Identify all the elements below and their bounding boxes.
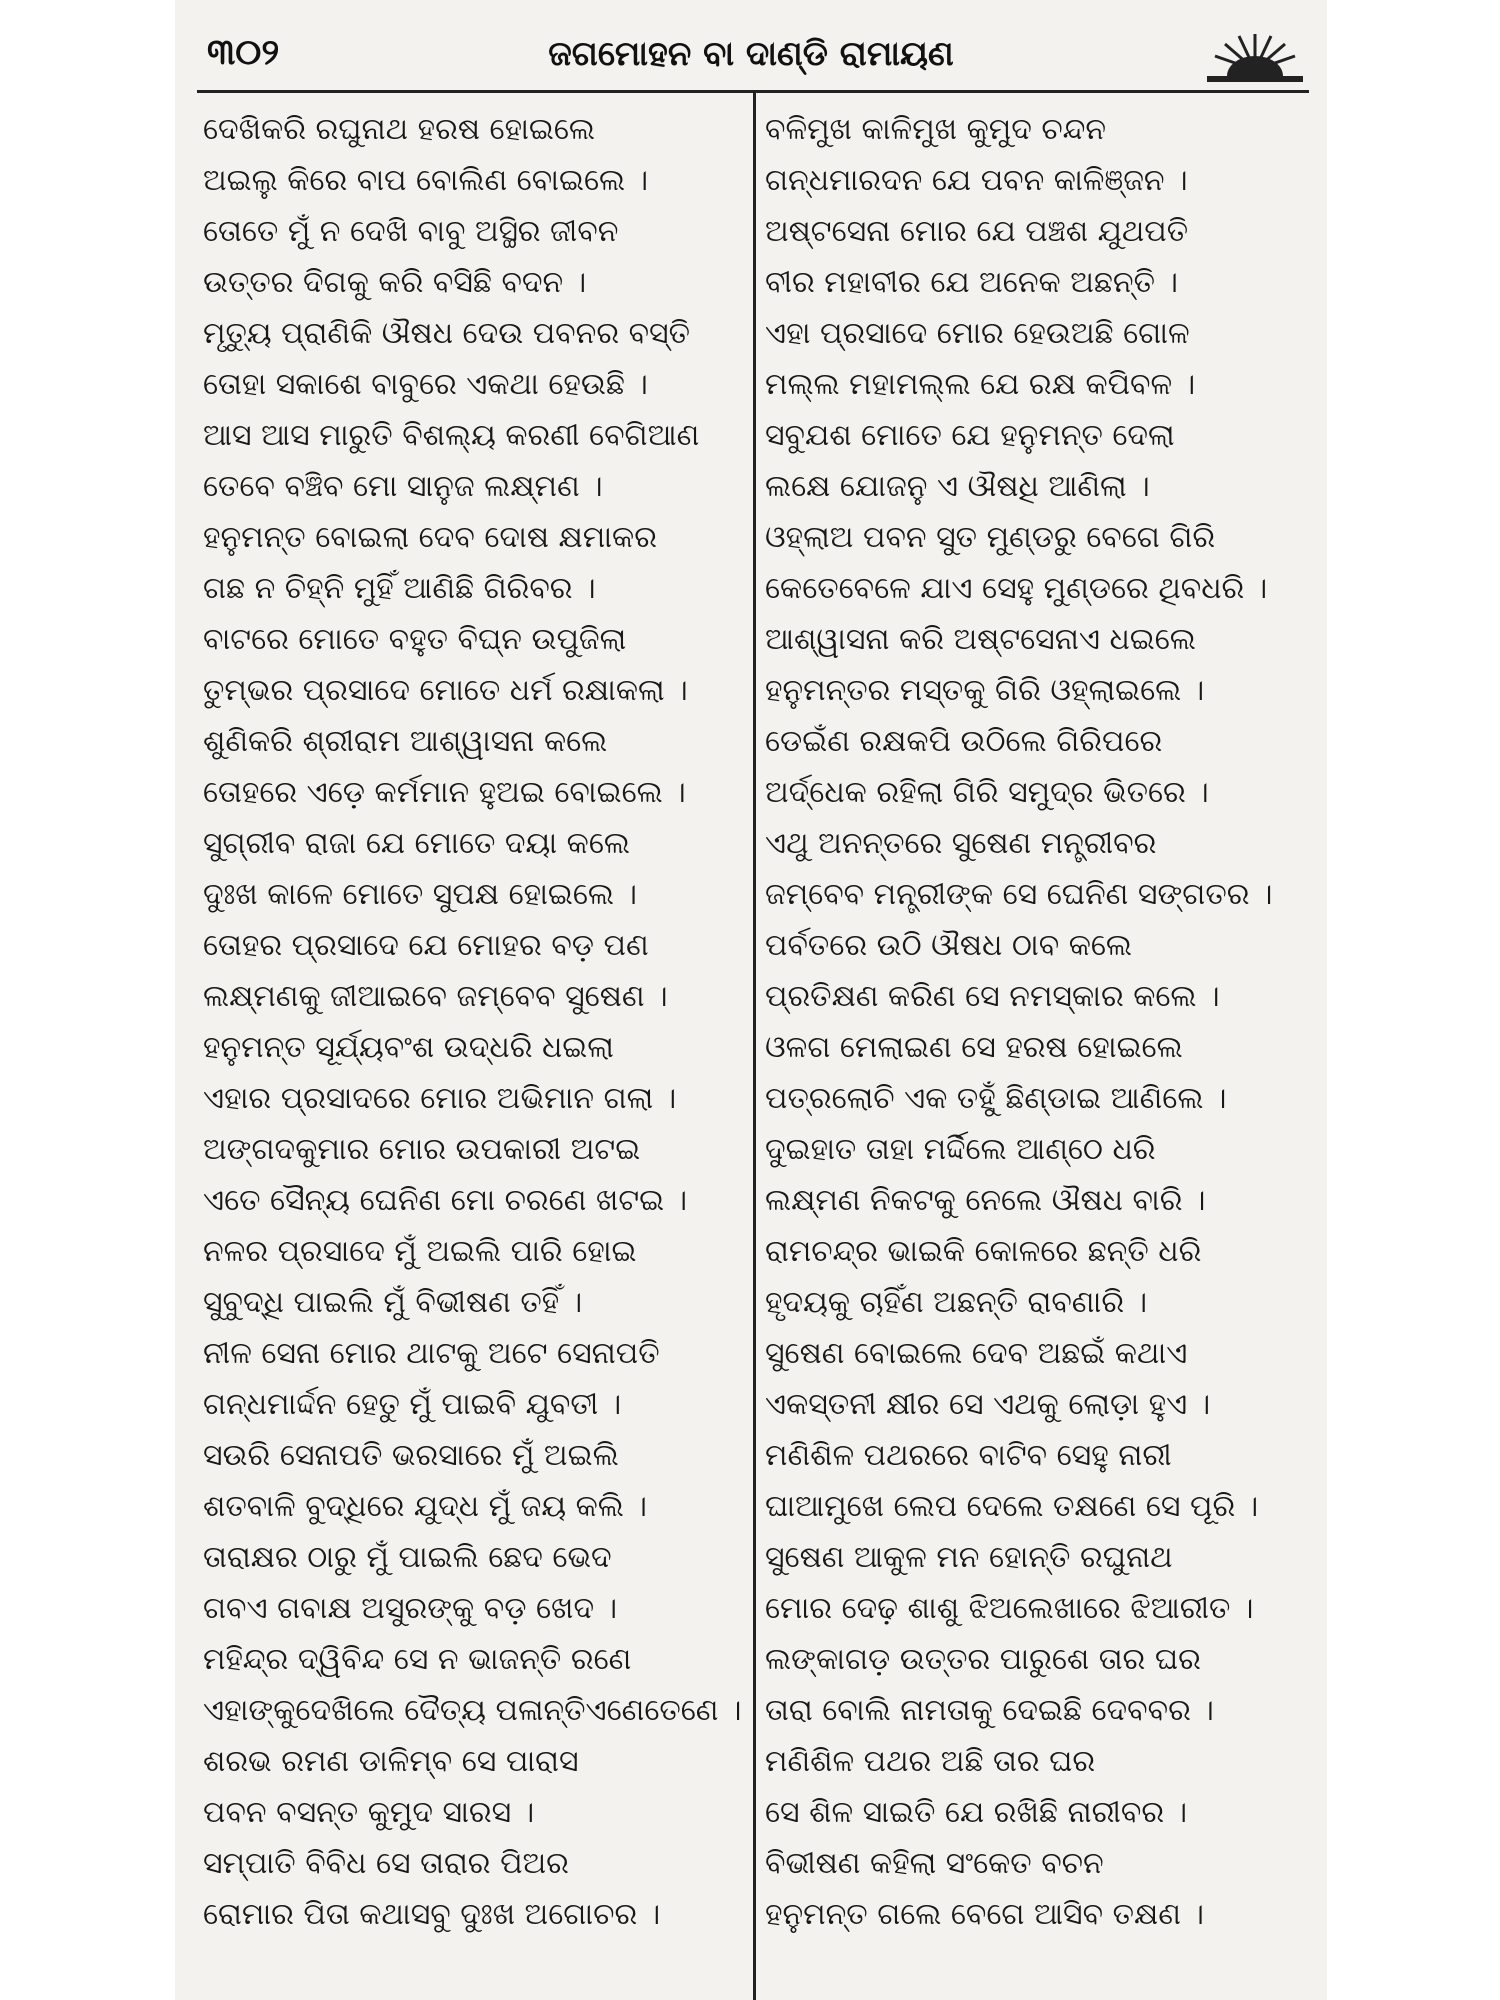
verse-line: ଏଥୁ ଅନନ୍ତରେ ସୁଷେଣ ମନ୍ତ୍ରୀବର	[765, 826, 1157, 861]
verse-line: ଏତେ ସୈନ୍ୟ ଘେନିଣ ମୋ ଚରଣେ ଖଟଇ ।	[203, 1183, 688, 1218]
verse-line: ଆଶ୍ୱାସନା କରି ଅଷ୍ଟସେନାଏ ଧଇଲେ	[765, 622, 1196, 657]
verse-line: ରୋମାର ପିତା କଥାସବୁ ଦୁଃଖ ଅଗୋଚର ।	[203, 1897, 661, 1932]
verse-line: ତୋହା ସକାଶେ ବାବୁରେ ଏକଥା ହେଉଛି ।	[203, 367, 648, 402]
verse-line: ଗବଏ ଗବାକ୍ଷ ଅସୁରଙ୍କୁ ବଡ଼ ଖେଦ ।	[203, 1591, 618, 1626]
verse-line: ଅଷ୍ଟସେନା ମୋର ଯେ ପଞ୍ଚଶ ଯୁଥପତି	[765, 214, 1189, 249]
verse-line: ସୁଗ୍ରୀବ ରାଜା ଯେ ମୋତେ ଦୟା କଲେ	[203, 826, 630, 861]
verse-line: ବାଟରେ ମୋତେ ବହୁତ ବିଘ୍ନ ଉପୁଜିଲା	[203, 622, 627, 657]
verse-line: ବଳିମୁଖ କାଳିମୁଖ କୁମୁଦ ଚନ୍ଦନ	[765, 112, 1107, 147]
verse-line: ତୁମ୍ଭର ପ୍ରସାଦେ ମୋତେ ଧର୍ମ ରକ୍ଷାକଲା ।	[203, 673, 688, 708]
verse-line: ରାମଚନ୍ଦ୍ର ଭାଇକି କୋଳରେ ଛନ୍ତି ଧରି	[765, 1234, 1202, 1269]
verse-line: ଅଇଲୁ କିରେ ବାପ ବୋଲିଣ ବୋଇଲେ ।	[203, 163, 649, 198]
verse-line: ଅଙ୍ଗଦକୁମାର ମୋର ଉପକାରୀ ଅଟଇ	[203, 1132, 641, 1167]
verse-line: ପତ୍ରଲୋଚି ଏକ ତହୁଁ ଛିଣ୍ଡାଇ ଆଣିଲେ ।	[765, 1081, 1227, 1116]
verse-line: ଶତବାଳି ବୁଦ୍ଧିରେ ଯୁଦ୍ଧ ମୁଁ ଜୟ କଲି ।	[203, 1489, 647, 1524]
verse-line: ତୋହରେ ଏଡ଼େ କର୍ମମାନ ହୁଅଇ ବୋଇଲେ ।	[203, 775, 686, 810]
verse-line: ତୋତେ ମୁଁ ନ ଦେଖି ବାବୁ ଅସ୍ଥିର ଜୀବନ	[203, 214, 619, 249]
right-verse-column	[765, 104, 1310, 1940]
page-number: ୩୦୨	[207, 32, 280, 73]
verse-line: ହନୁମନ୍ତ ସୂର୍ଯ୍ୟବଂଶ ଉଦ୍ଧରି ଧଇଲା	[203, 1030, 614, 1065]
verse-line: ଘାଆମୁଖେ ଲେପ ଦେଲେ ତକ୍ଷଣେ ସେ ପୂରି ।	[765, 1489, 1259, 1524]
verse-line: ହନୁମନ୍ତ ଗଲେ ବେଗେ ଆସିବ ତକ୍ଷଣ ।	[765, 1897, 1204, 1932]
verse-line: ଆସ ଆସ ମାରୁତି ବିଶଲ୍ୟ କରଣୀ ବେଗିଆଣ	[203, 418, 700, 453]
verse-line: ସବୁଯଶ ମୋତେ ଯେ ହନୁମନ୍ତ ଦେଲା	[765, 418, 1175, 453]
verse-line: ଏହାଙ୍କୁଦେଖିଲେ ଦୈତ୍ୟ ପଳାନ୍ତିଏଣେତେଣେ ।	[203, 1693, 742, 1728]
verse-line: ବିଭୀଷଣ କହିଲା ସଂକେତ ବଚନ	[765, 1846, 1104, 1881]
verse-line: ଲଙ୍କାଗଡ଼ ଉତ୍ତର ପାରୁଶେ ତାର ଘର	[765, 1642, 1201, 1677]
verse-line: ତେବେ ବଞ୍ଚିବ ମୋ ସାନୁଜ ଲକ୍ଷ୍ମଣ ।	[203, 469, 603, 504]
verse-line: ସୁଷେଣ ଆକୁଳ ମନ ହୋନ୍ତି ରଘୁନାଥ	[765, 1540, 1173, 1575]
verse-line: ନଳର ପ୍ରସାଦେ ମୁଁ ଅଇଲି ପାରି ହୋଇ	[203, 1234, 637, 1269]
verse-line: ସୁବୁଦ୍ଧି ପାଇଲି ମୁଁ ବିଭୀଷଣ ତହିଁ ।	[203, 1285, 583, 1320]
verse-line: ମୃତ୍ୟୁ ପ୍ରାଣିକି ଔଷଧ ଦେଉ ପବନର ବସ୍ତି	[203, 316, 691, 351]
verse-line: ସଉରି ସେନାପତି ଭରସାରେ ମୁଁ ଅଇଲି	[203, 1438, 619, 1473]
verse-line: ଲକ୍ଷେ ଯୋଜନୁ ଏ ଔଷଧି ଆଣିଲା ।	[765, 469, 1150, 504]
page-header	[175, 0, 1327, 92]
verse-line: ସମ୍ପାତି ବିବିଧ ସେ ତାରାର ପିଅର	[203, 1846, 569, 1881]
verse-line: ପବନ ବସନ୍ତ କୁମୁଦ ସାରସ ।	[203, 1795, 535, 1830]
verse-line: ଲକ୍ଷ୍ମଣକୁ ଜୀଆଇବେ ଜମ୍ବେବ ସୁଷେଣ ।	[203, 979, 668, 1014]
verse-line: ଗନ୍ଧମାର୍ଦ୍ଦନ ହେତୁ ମୁଁ ପାଇବି ଯୁବତୀ ।	[203, 1387, 622, 1422]
verse-line: ଡେଇଁଣ ରକ୍ଷକପି ଉଠିଲେ ଗିରିପରେ	[765, 724, 1163, 759]
verse-line: ଦୁଇହାତ ତାହା ମର୍ଦ୍ଦିଲେ ଆଣ୍ଠେ ଧରି	[765, 1132, 1156, 1167]
verse-line: ତାରାକ୍ଷର ଠାରୁ ମୁଁ ପାଇଲି ଛେଦ ଭେଦ	[203, 1540, 612, 1575]
verse-line: ମଣିଶିଳ ପଥର ଅଛି ତାର ଘର	[765, 1744, 1096, 1779]
verse-line: ପ୍ରତିକ୍ଷଣ କରିଣ ସେ ନମସ୍କାର କଲେ ।	[765, 979, 1220, 1014]
verse-line: ହୃଦୟକୁ ଚାହିଁଣ ଅଛନ୍ତି ରାବଣାରି ।	[765, 1285, 1148, 1320]
book-page	[175, 0, 1327, 2000]
verse-line: ସେ ଶିଳ ସାଇତି ଯେ ରଖିଛି ନାରୀବର ।	[765, 1795, 1188, 1830]
running-title: ଜଗମୋହନ ବା ଦାଣ୍ଡି ରାମାୟଣ	[548, 34, 954, 74]
verse-line: ପର୍ବତରେ ଉଠି ଔଷଧ ଠାବ କଲେ	[765, 928, 1133, 963]
verse-line: ଏକସ୍ତନୀ କ୍ଷୀର ସେ ଏଥକୁ ଲୋଡ଼ା ହୁଏ ।	[765, 1387, 1211, 1422]
verse-line: ଅର୍ଦ୍ଧେକ ରହିଲା ଗିରି ସମୁଦ୍ର ଭିତରେ ।	[765, 775, 1209, 810]
verse-line: ଏହା ପ୍ରସାଦେ ମୋର ହେଉଅଛି ଗୋଳ	[765, 316, 1190, 351]
verse-line: ଗନ୍ଧମାରଦନ ଯେ ପବନ କାଳିଞ୍ଜନ ।	[765, 163, 1188, 198]
verse-line: ସୁଷେଣ ବୋଇଲେ ଦେବ ଅଛଇଁ କଥାଏ	[765, 1336, 1188, 1371]
verse-line: ଉତ୍ତର ଦିଗକୁ କରି ବସିଛି ବଦନ ।	[203, 265, 587, 300]
verse-line: ମହିନ୍ଦ୍ର ଦ୍ୱିବିନ୍ଦ ସେ ନ ଭାଜନ୍ତି ରଣେ	[203, 1642, 632, 1677]
verse-line: ହନୁମନ୍ତ ବୋଇଲା ଦେବ ଦୋଷ କ୍ଷମାକର	[203, 520, 657, 555]
verse-line: ମଣିଶିଳ ପଥରରେ ବାଟିବ ସେହୁ ନାରୀ	[765, 1438, 1172, 1473]
sunrise-logo-icon	[1205, 28, 1305, 88]
verse-line: ଲକ୍ଷ୍ମଣ ନିକଟକୁ ନେଲେ ଔଷଧ ବାରି ।	[765, 1183, 1206, 1218]
verse-line: ଶରଭ ରମଣ ଡାଳିମ୍ବ ସେ ପାରାସ	[203, 1744, 579, 1779]
column-divider	[753, 93, 756, 2000]
verse-line: ଶୁଣିକରି ଶ୍ରୀରାମ ଆଶ୍ୱାସନା କଲେ	[203, 724, 608, 759]
verse-line: ତାରା ବୋଲି ନାମତାକୁ ଦେଇଛି ଦେବବର ।	[765, 1693, 1214, 1728]
verse-line: ତୋହର ପ୍ରସାଦେ ଯେ ମୋହର ବଡ଼ ପଣ	[203, 928, 649, 963]
verse-line: ମୋର ଦେଢ଼ ଶାଶୁ ଝିଅଲେଖାରେ ଝିଆରୀତ ।	[765, 1591, 1254, 1626]
verse-line: ବୀର ମହାବୀର ଯେ ଅନେକ ଅଛନ୍ତି ।	[765, 265, 1178, 300]
verse-line: ଏହାର ପ୍ରସାଦରେ ମୋର ଅଭିମାନ ଗଲା ।	[203, 1081, 677, 1116]
verse-line: ନୀଳ ସେନା ମୋର ଥାଟକୁ ଅଟେ ସେନାପତି	[203, 1336, 660, 1371]
verse-line: ଦେଖିକରି ରଘୁନାଥ ହରଷ ହୋଇଲେ	[203, 112, 595, 147]
verse-line: ଜମ୍ବେବ ମନ୍ତ୍ରୀଙ୍କ ସେ ଘେନିଣ ସଙ୍ଗତର ।	[765, 877, 1273, 912]
left-verse-column	[203, 104, 748, 1940]
verse-line: ଦୁଃଖ କାଳେ ମୋତେ ସୁପକ୍ଷ ହୋଇଲେ ।	[203, 877, 638, 912]
verse-line: କେତେବେଳେ ଯାଏ ସେହୁ ମୁଣ୍ଡରେ ଥିବଧରି ।	[765, 571, 1268, 606]
verse-line: ମଲ୍ଲ ମହାମଲ୍ଲ ଯେ ରକ୍ଷ କପିବଳ ।	[765, 367, 1196, 402]
verse-line: ଗଛ ନ ଚିହ୍ନି ମୁହିଁ ଆଣିଛି ଗିରିବର ।	[203, 571, 596, 606]
verse-line: ହନୁମନ୍ତର ମସ୍ତକୁ ଗିରି ଓହ୍ଲାଇଲେ ।	[765, 673, 1205, 708]
verse-line: ଓହ୍ଲାଅ ପବନ ସୁତ ମୁଣ୍ଡରୁ ବେଗେ ଗିରି	[765, 520, 1216, 555]
verse-line: ଓଳଗ ମେଲାଇଣ ସେ ହରଷ ହୋଇଲେ	[765, 1030, 1183, 1065]
